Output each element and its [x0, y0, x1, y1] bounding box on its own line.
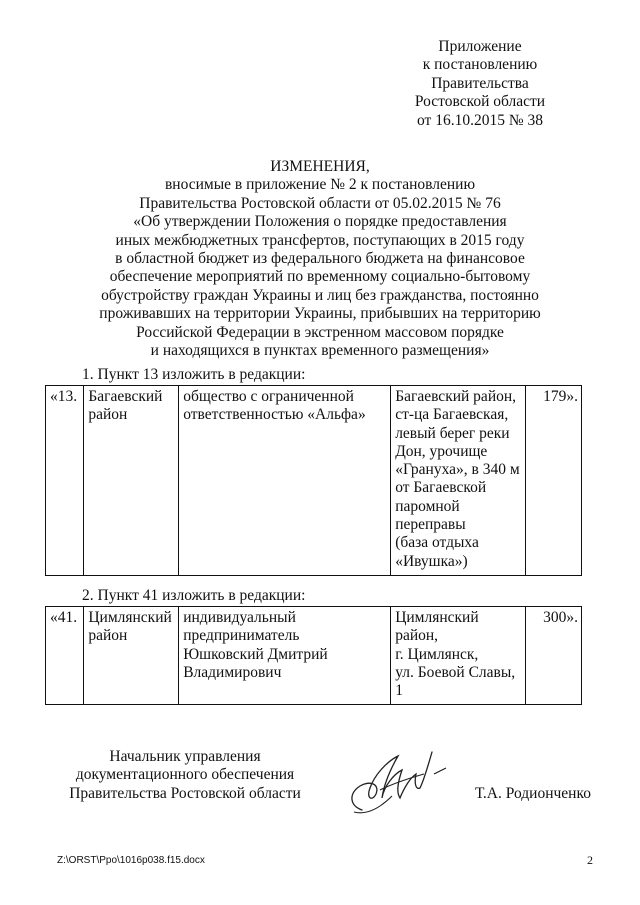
organization-cell [179, 386, 391, 576]
address-line: переправы [395, 516, 466, 534]
district-line: Цимлянский [88, 609, 172, 626]
address-line: Багаевский район, [395, 388, 517, 405]
district-line: Багаевский [88, 388, 163, 405]
title-line: Правительства Ростовской области от 05.02.2015 № 76 [139, 194, 501, 212]
signatory-name: Т.А. Родионченко [475, 785, 591, 802]
organization-line: индивидуальный [183, 609, 296, 626]
address-line: «Грануха», в 340 м [395, 461, 520, 479]
organization-line: предприниматель [183, 627, 300, 645]
point-1-label: 1. Пункт 13 изложить в редакции: [82, 366, 306, 383]
signatory-position [60, 748, 310, 803]
count-value: 179». [543, 388, 578, 405]
title-line: проживавших на территории Украины, прибывших на территорию [99, 305, 541, 323]
count-value: 300». [543, 609, 578, 626]
address-line: левый берег реки [395, 424, 510, 442]
appendix-line: Правительства [431, 74, 529, 92]
point-1-table [45, 385, 582, 576]
appendix-line: Приложение [438, 38, 522, 55]
organization-line: Владимирович [183, 663, 282, 681]
row-number: «41. [50, 609, 78, 626]
row-number: «13. [50, 388, 78, 405]
district-line: район [88, 627, 128, 645]
point-2-table [45, 606, 582, 705]
table-row [46, 607, 582, 705]
appendix-line: от 16.10.2015 № 38 [417, 111, 543, 129]
address-line: ст-ца Багаевская, [395, 406, 509, 424]
address-line: ул. Боевой Славы, 1 [395, 663, 516, 700]
position-line: Начальник управления [109, 748, 261, 765]
page-number: 2 [587, 853, 593, 867]
district-line: район [88, 406, 128, 424]
title-line: «Об утверждении Положения о порядке предоставления [133, 213, 507, 231]
appendix-line: Ростовской области [414, 93, 546, 111]
organization-line: ответственностью «Альфа» [183, 406, 366, 424]
title-heading: ИЗМЕНЕНИЯ, [270, 158, 370, 175]
handwritten-signature [340, 740, 460, 820]
address-line: Дон, урочище [395, 442, 488, 460]
title-line: вносимые в приложение № 2 к постановлению [164, 176, 476, 194]
position-line: документационного обеспечения [75, 766, 295, 784]
appendix-line: к постановлению [422, 56, 538, 74]
address-line: от Багаевской [395, 479, 487, 497]
address-line: Цимлянский район, [395, 609, 479, 645]
point-2-label: 2. Пункт 41 изложить в редакции: [82, 587, 306, 604]
address-cell [391, 607, 526, 705]
count-cell [526, 386, 582, 576]
count-cell [526, 607, 582, 705]
address-line: «Ивушка») [395, 552, 468, 570]
address-line: г. Цимлянск, [395, 645, 479, 663]
row-number-cell [46, 607, 84, 705]
organization-line: общество с ограниченной [183, 388, 354, 405]
document-title [40, 158, 600, 360]
address-line: паромной [395, 497, 460, 515]
row-number-cell [46, 386, 84, 576]
organization-cell [179, 607, 391, 705]
address-line: (база отдыха [395, 534, 479, 552]
title-line: иных межбюджетных трансфертов, поступающих в 2015 году [115, 231, 525, 249]
district-cell [84, 386, 179, 576]
title-line: обустройству граждан Украины и лиц без гражданства, постоянно [101, 286, 539, 304]
district-cell [84, 607, 179, 705]
address-cell [391, 386, 526, 576]
table-row [46, 386, 582, 576]
title-line: обеспечение мероприятий по временному социально-бытовому [109, 268, 531, 286]
title-line: и находящихся в пунктах временного размещения» [150, 342, 490, 360]
position-line: Правительства Ростовской области [69, 784, 301, 802]
title-line: Российской Федерации в экстренном массовом порядке [136, 323, 504, 341]
organization-line: Юшковский Дмитрий [183, 645, 328, 663]
appendix-header [390, 38, 570, 130]
footer-file-path: Z:\ORST\Ppo\1016p038.f15.docx [57, 855, 205, 866]
title-line: в областной бюджет из федерального бюджета на финансовое [115, 250, 525, 268]
